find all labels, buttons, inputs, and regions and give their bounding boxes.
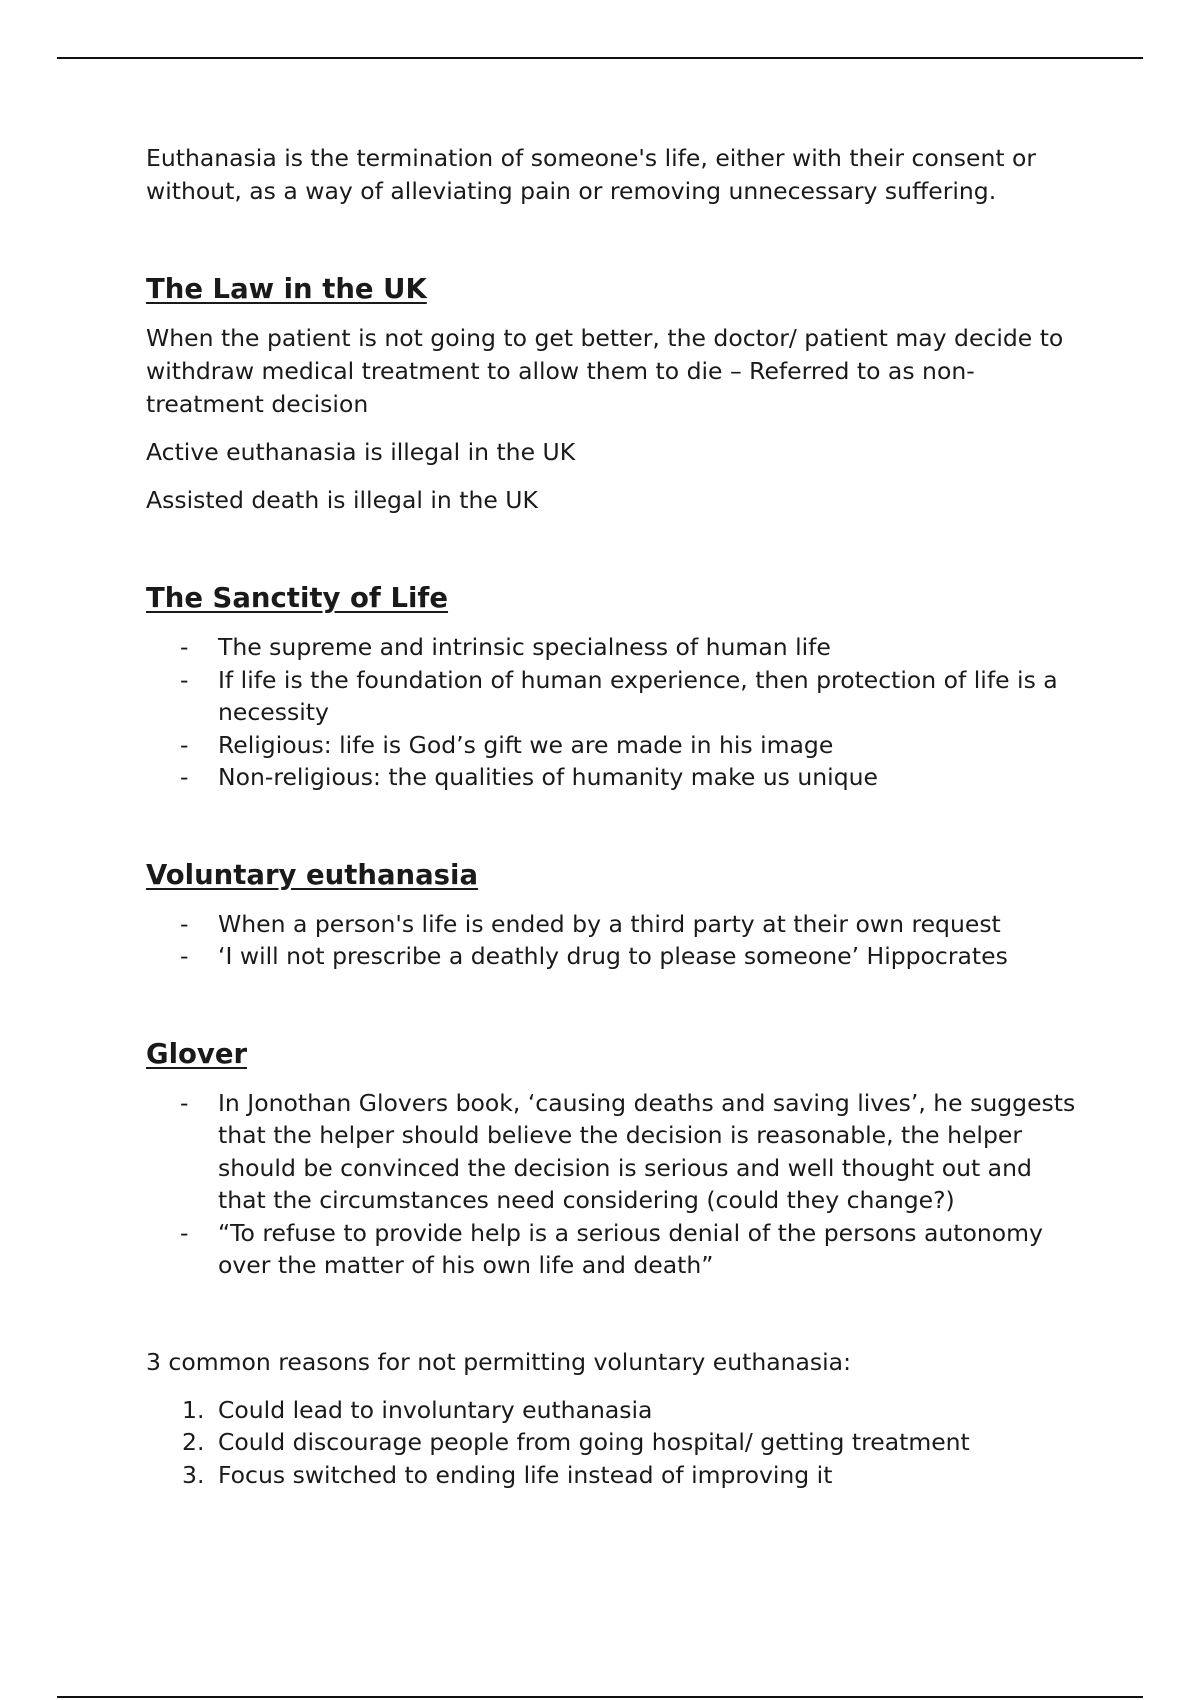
list-item-text: Non-religious: the qualities of humanity make us unique xyxy=(218,763,878,791)
list-item xyxy=(146,1394,1076,1427)
number-marker: 3. xyxy=(182,1460,205,1489)
dash-bullet: - xyxy=(180,665,189,694)
list-item xyxy=(146,1087,1076,1217)
law-paragraph-1: When the patient is not going to get better, the doctor/ patient may decide to withdraw medical treatment to allow them to die – Referred to as non-treatment decision xyxy=(146,324,1064,418)
dash-bullet: - xyxy=(180,942,189,970)
list-item-text: Could lead to involuntary euthanasia xyxy=(218,1395,653,1424)
bottom-rule xyxy=(57,1696,1143,1698)
heading-law-in-uk: The Law in the UK xyxy=(146,273,427,305)
list-item xyxy=(146,908,1076,941)
list-item xyxy=(146,631,1076,664)
reasons-intro: 3 common reasons for not permitting voluntary euthanasia: xyxy=(146,1347,851,1376)
list-item-text: Could discourage people from going hospital/ getting treatment xyxy=(218,1428,970,1456)
dash-bullet: - xyxy=(180,1218,189,1247)
dash-bullet: - xyxy=(180,763,189,791)
voluntary-list xyxy=(146,908,1076,973)
law-paragraph-2: Active euthanasia is illegal in the UK xyxy=(146,438,576,466)
list-item-text: ‘I will not prescribe a deathly drug to please someone’ Hippocrates xyxy=(218,942,1008,970)
list-item-text: “To refuse to provide help is a serious denial of the persons autonomy over the matter of his own life and death” xyxy=(218,1218,1043,1279)
dash-bullet: - xyxy=(180,1088,189,1117)
dash-bullet: - xyxy=(180,730,189,759)
glover-list xyxy=(146,1087,1076,1282)
number-marker: 2. xyxy=(182,1428,205,1456)
list-item-text: Religious: life is God’s gift we are made in his image xyxy=(218,730,834,759)
list-item xyxy=(146,664,1076,729)
reasons-list xyxy=(146,1394,1076,1492)
intro-paragraph: Euthanasia is the termination of someone's life, either with their consent or without, as a way of alleviating pain or removing unnecessary suffering. xyxy=(146,144,1037,205)
number-marker: 1. xyxy=(182,1395,205,1424)
list-item-text: The supreme and intrinsic specialness of human life xyxy=(218,633,831,661)
list-item xyxy=(146,729,1076,762)
dash-bullet: - xyxy=(180,633,189,661)
list-item xyxy=(146,761,1076,794)
list-item xyxy=(146,1459,1076,1492)
list-item-text: In Jonothan Glovers book, ‘causing deaths and saving lives’, he suggests that the helper should believe the decision is reasonable, the helper should be convinced the decision is serious and well thought out and that the circumstances need considering (could they change?) xyxy=(218,1088,1076,1214)
top-rule xyxy=(57,57,1143,59)
list-item xyxy=(146,1426,1076,1459)
sanctity-list xyxy=(146,631,1076,794)
heading-sanctity-of-life: The Sanctity of Life xyxy=(146,582,449,614)
list-item xyxy=(146,1217,1076,1282)
heading-voluntary-euthanasia: Voluntary euthanasia xyxy=(146,858,479,891)
list-item-text: If life is the foundation of human experience, then protection of life is a necessity xyxy=(218,665,1058,726)
document-body xyxy=(146,142,1076,1491)
list-item-text: Focus switched to ending life instead of improving it xyxy=(218,1460,833,1489)
heading-glover: Glover xyxy=(146,1037,248,1070)
list-item xyxy=(146,940,1076,973)
list-item-text: When a person's life is ended by a third party at their own request xyxy=(218,909,1001,938)
dash-bullet: - xyxy=(180,909,189,938)
law-paragraph-3: Assisted death is illegal in the UK xyxy=(146,486,538,514)
